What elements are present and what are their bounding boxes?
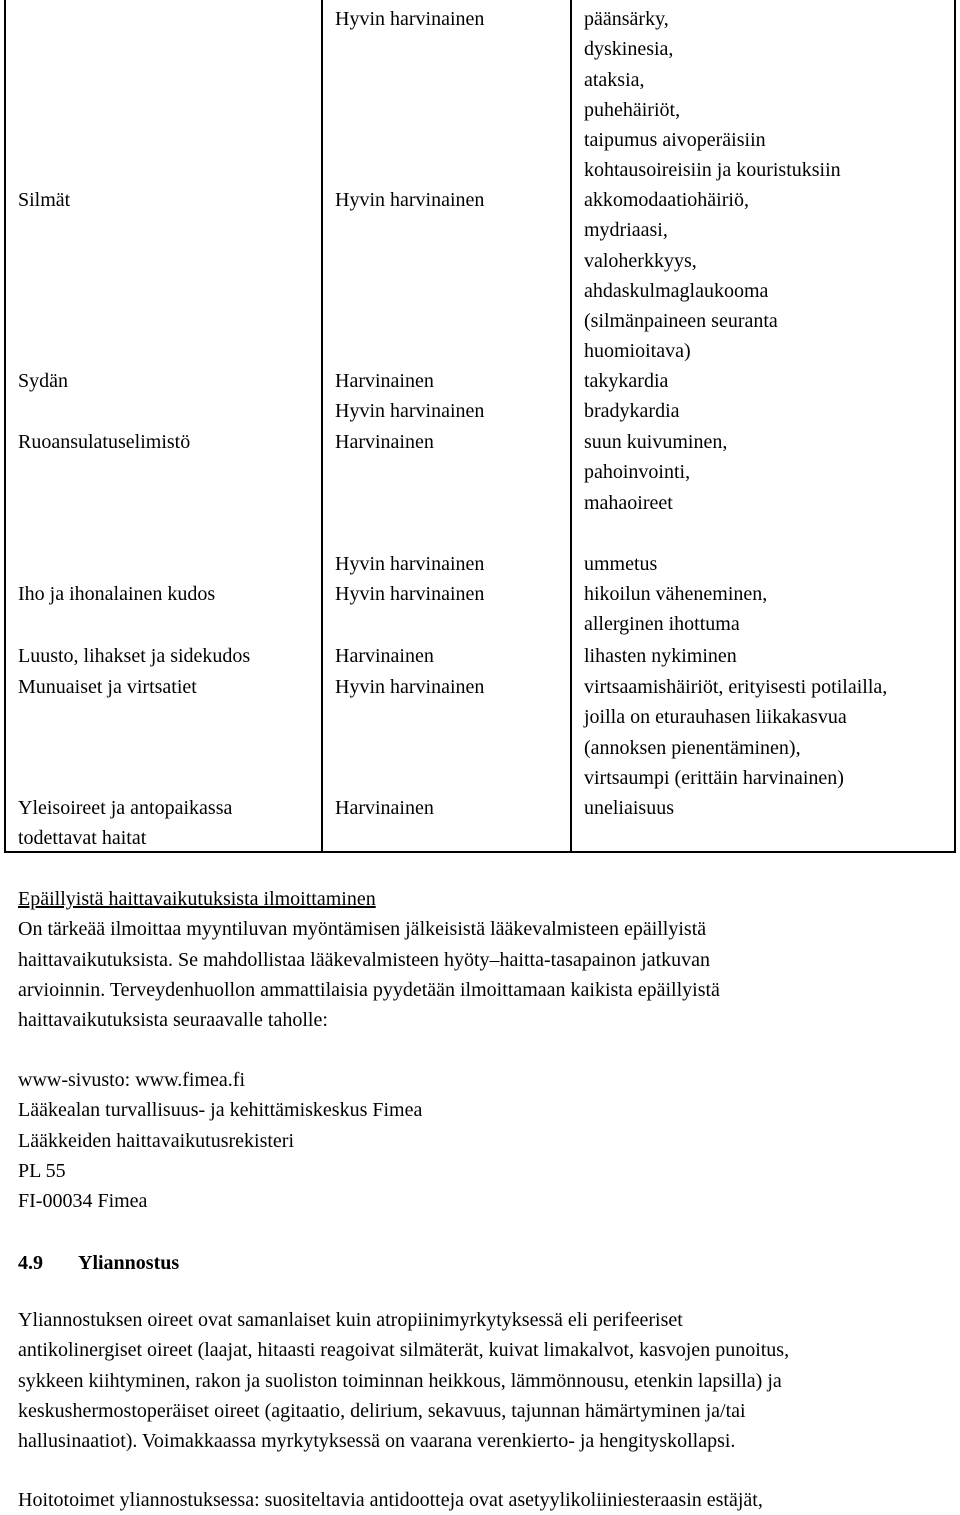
table-cell-organ: Munuaiset ja virtsatiet [18, 676, 197, 698]
reporting-text-line: On tärkeää ilmoittaa myyntiluvan myöntämisen jälkeisistä lääkevalmisteen epäillyistä [18, 918, 707, 941]
table-cell-organ: Sydän [18, 370, 68, 392]
table-cell-effects: bradykardia [584, 400, 680, 422]
table-cell-frequency: Harvinainen [335, 370, 434, 392]
table-cell-frequency: Hyvin harvinainen [335, 8, 485, 30]
table-cell-organ: Ruoansulatuselimistö [18, 431, 191, 453]
overdose-paragraph [18, 1305, 948, 1456]
overdose-text-line: sykkeen kiihtyminen, rakon ja suoliston toiminnan heikkous, lämmönnousu, etenkin lapsilla) ja [18, 1369, 782, 1392]
table-cell-organ: Luusto, lihakset ja sidekudos [18, 645, 251, 667]
table-cell-organ: Iho ja ihonalainen kudos [18, 583, 216, 605]
table-cell-frequency: Harvinainen [335, 431, 434, 453]
table-cell-effects: lihasten nykiminen [584, 645, 737, 667]
section-number: 4.9 [18, 1252, 43, 1274]
table-cell-effects: uneliaisuus [584, 797, 674, 819]
treatment-paragraph [18, 1485, 948, 1515]
reporting-text-line: haittavaikutuksista. Se mahdollistaa lääkevalmisteen hyöty–haitta-tasapainon jatkuvan [18, 948, 711, 971]
table-divider-2 [570, 0, 572, 853]
table-cell-frequency: Hyvin harvinainen [335, 400, 485, 422]
reporting-section [18, 884, 948, 1035]
table-cell-effects: hikoilun väheneminen, allerginen ihottuma [584, 583, 768, 636]
table-cell-effects: päänsärky, dyskinesia, ataksia, puhehäiriöt, taipumus aivoperäisiin kohtausoireisiin ja kouristuksiin [584, 8, 841, 182]
overdose-text-line: Yliannostuksen oireet ovat samanlaiset kuin atropiinimyrkytyksessä eli perifeeriset [18, 1309, 683, 1331]
table-cell-frequency: Harvinainen [335, 797, 434, 819]
table-cell-frequency: Hyvin harvinainen [335, 676, 485, 698]
address-org: Lääkealan turvallisuus- ja kehittämiskeskus Fimea [18, 1099, 423, 1122]
reporting-address [18, 1065, 948, 1216]
section-title: Yliannostus [78, 1252, 180, 1274]
table-divider-1 [321, 0, 323, 853]
treatment-text-line: Hoitotoimet yliannostuksessa: suositeltavia antidootteja ovat asetyylikoliiniesteraasin estäjät, [18, 1489, 763, 1511]
table-cell-effects: akkomodaatiohäiriö, mydriaasi, valoherkkyys, ahdaskulmaglaukooma (silmänpaineen seuranta huomioitava) [584, 189, 778, 363]
address-postcode: FI-00034 Fimea [18, 1190, 148, 1213]
table-cell-effects: virtsaamishäiriöt, erityisesti potilailla, joilla on eturauhasen liikakasvua (annoksen pienentäminen), virtsaumpi (erittäin harvinainen) [584, 676, 888, 789]
reporting-heading: Epäillyistä haittavaikutuksista ilmoittaminen [18, 888, 376, 910]
table-cell-effects: suun kuivuminen, pahoinvointi, mahaoireet [584, 431, 728, 514]
table-cell-frequency: Hyvin harvinainen [335, 553, 485, 575]
table-cell-frequency: Harvinainen [335, 645, 434, 667]
overdose-text-line: keskushermostoperäiset oireet (agitaatio, delirium, sekavuus, tajunnan hämärtyminen ja/tai [18, 1399, 746, 1422]
section-heading [18, 1248, 179, 1278]
table-cell-effects: ummetus [584, 553, 658, 575]
table-cell-organ: Yleisoireet ja antopaikassa todettavat haitat [18, 797, 233, 850]
table-cell-effects: takykardia [584, 370, 669, 392]
overdose-text-line: hallusinaatiot). Voimakkaassa myrkytyksessä on vaarana verenkierto- ja hengityskollapsi. [18, 1430, 736, 1453]
table-border-left [4, 0, 6, 853]
address-pobox: PL 55 [18, 1159, 66, 1182]
table-cell-frequency: Hyvin harvinainen [335, 583, 485, 605]
address-registry: Lääkkeiden haittavaikutusrekisteri [18, 1129, 295, 1152]
table-cell-organ: Silmät [18, 189, 71, 211]
reporting-text-line: haittavaikutuksista seuraavalle taholle: [18, 1009, 328, 1032]
reporting-text-line: arvioinnin. Terveydenhuollon ammattilaisia pyydetään ilmoittamaan kaikista epäillyistä [18, 978, 720, 1001]
table-cell-frequency: Hyvin harvinainen [335, 189, 485, 211]
address-website: www-sivusto: www.fimea.fi [18, 1069, 246, 1091]
table-border-right [954, 0, 956, 853]
overdose-text-line: antikolinergiset oireet (laajat, hitaasti reagoivat silmäterät, kuivat limakalvot, kasvojen punoitus, [18, 1339, 790, 1362]
